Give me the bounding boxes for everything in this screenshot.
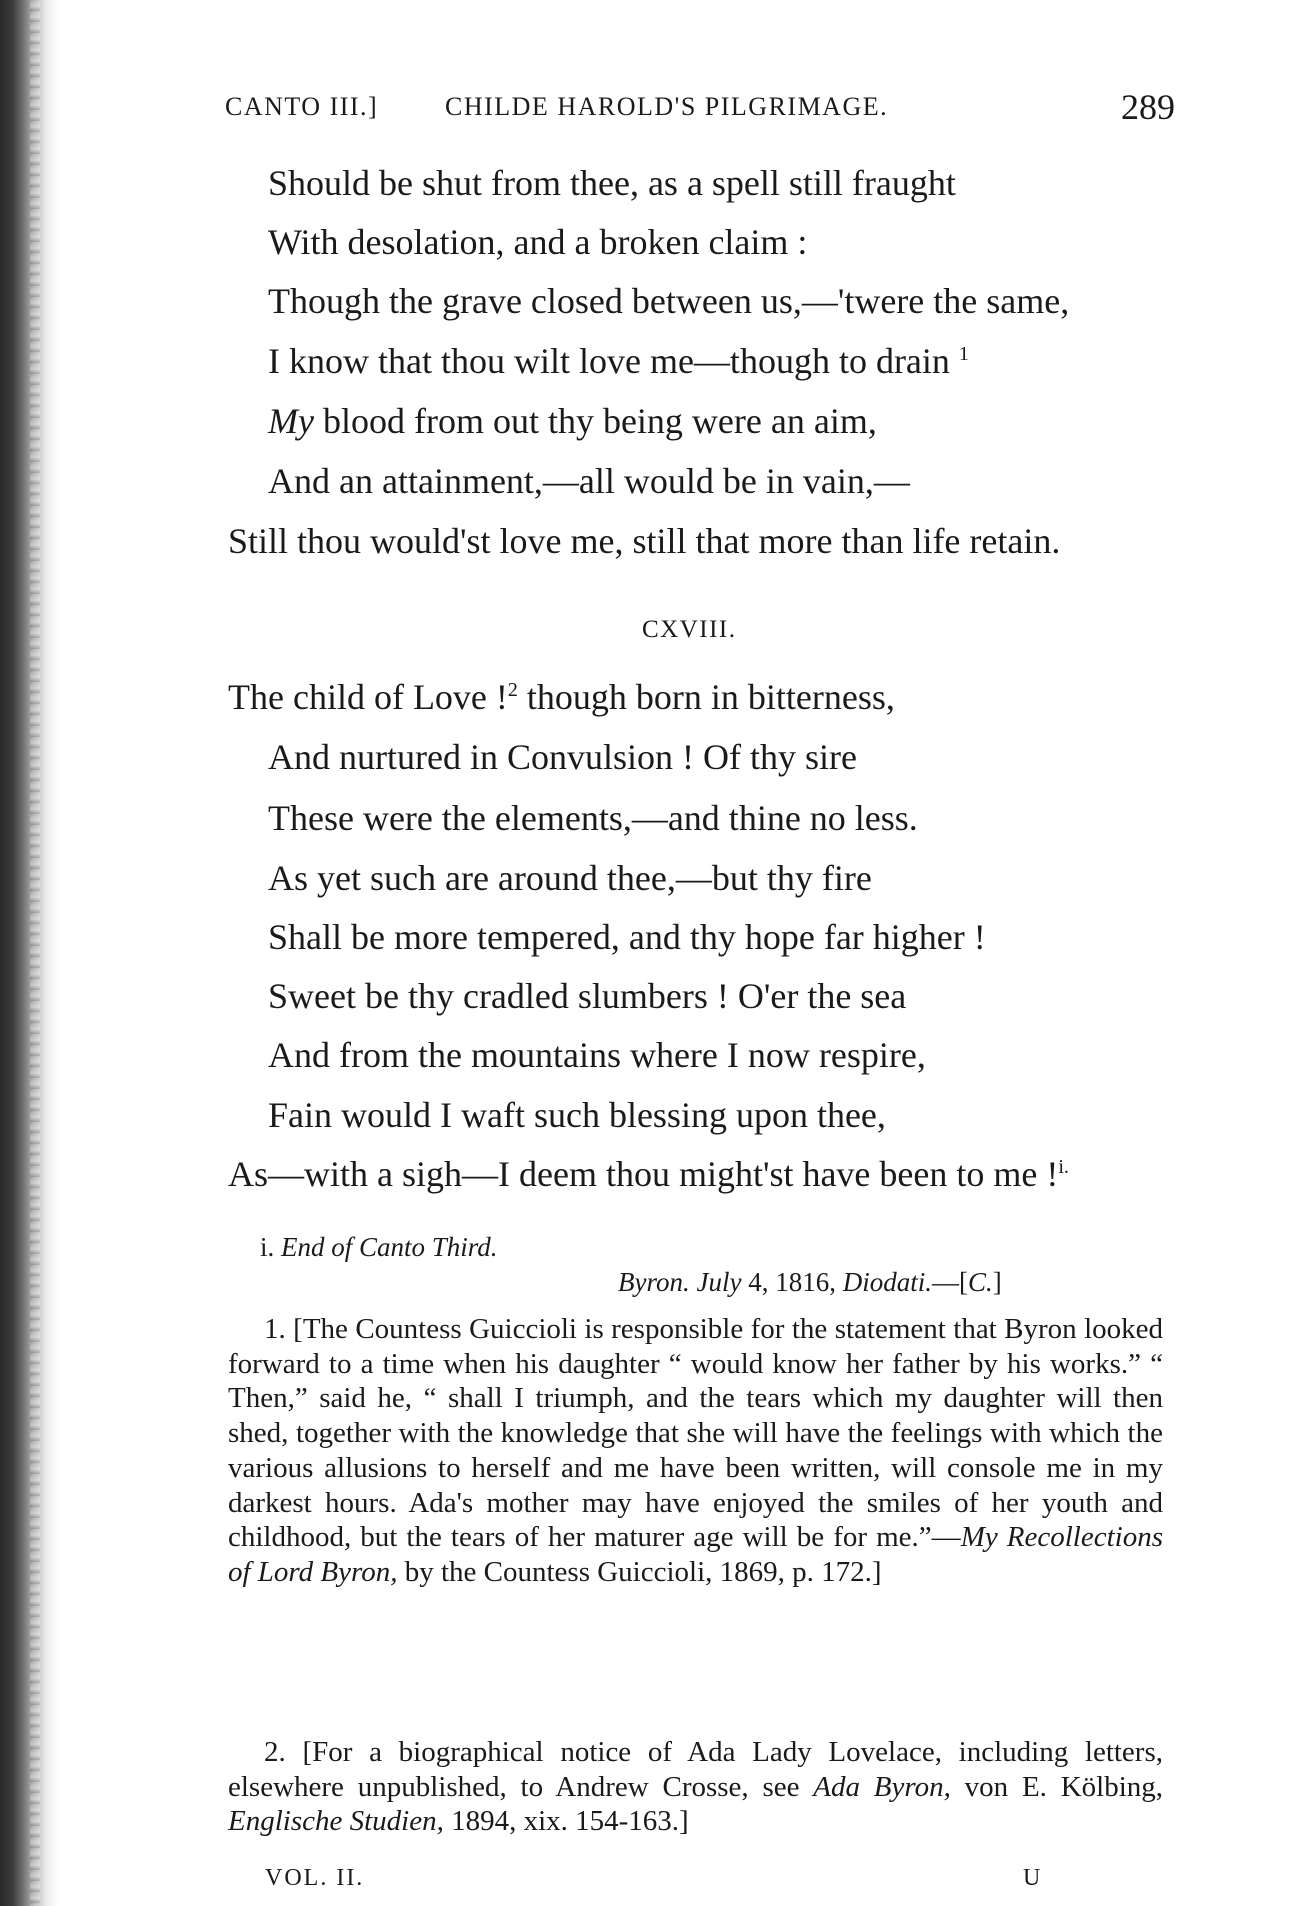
- verse-line: And from the mountains where I now respire,: [268, 1035, 926, 1075]
- stanza-numeral: CXVIII.: [642, 616, 737, 643]
- verse-line: The child of Love !$^2$ though born in bitterness,: [228, 677, 895, 717]
- verse-line: Shall be more tempered, and thy hope far higher !: [268, 917, 986, 957]
- signature-mark: U: [1023, 1865, 1041, 1891]
- verse-line: Sweet be thy cradled slumbers ! O'er the sea: [268, 976, 907, 1016]
- volume-label: VOL. II.: [265, 1865, 365, 1891]
- book-title: CHILDE HAROLD'S PILGRIMAGE.: [445, 92, 889, 121]
- note-ref: 1: [958, 343, 969, 365]
- verse-line: My blood from out thy being were an aim,: [268, 401, 877, 441]
- canto-label: CANTO III.]: [225, 92, 379, 121]
- note-ref: 2: [507, 679, 518, 701]
- footnote-2: 2. [For a biographical notice of Ada Lady Lovelace, including letters, elsewhere unpublished, to Andrew Crosse, see Ada Byron, von E. Kölbing, Englische Studien, 1894, xix. 154-163.]: [228, 1736, 1164, 1838]
- verse-line: Though the grave closed between us,—'twere the same,: [268, 281, 1070, 321]
- footnote-1: 1. [The Countess Guiccioli is responsible for the statement that Byron looked forward to a time when his daughter “ would know her father by his works.” “ Then,” said he, “ shall I triumph, and the tears which my daughter will then shed, together with the knowledge that she will have the feelings with which the various allusions to herself and me have been written, will console me in my darkest hours. Ada's mother may have enjoyed the smiles of her youth and childhood, but the tears of her maturer age will be for me.”—My Recollections of Lord Byron, by the Countess Guiccioli, 1869, p. 172.]: [228, 1313, 1164, 1588]
- binding-edge-texture: [30, 0, 40, 1906]
- page-number: 289: [1121, 87, 1175, 127]
- note-ref: i.: [1058, 1156, 1069, 1178]
- variant-note-signature: Byron. July 4, 1816, Diodati.—[C.]: [618, 1267, 1002, 1297]
- running-header: [225, 87, 1175, 132]
- verse-line: Still thou would'st love me, still that more than life retain.: [228, 521, 1061, 561]
- variant-note: i. End of Canto Third.: [260, 1232, 498, 1262]
- verse-line: I know that thou wilt love me—though to drain $^1$: [268, 341, 969, 381]
- verse-line: Should be shut from thee, as a spell still fraught: [268, 163, 956, 203]
- verse-line: Fain would I waft such blessing upon thee,: [268, 1095, 886, 1135]
- verse-line: As—with a sigh—I deem thou might'st have been to me !$^{i.}$: [228, 1154, 1069, 1194]
- verse-line: And nurtured in Convulsion ! Of thy sire: [268, 737, 857, 777]
- verse-line: And an attainment,—all would be in vain,—: [268, 461, 910, 501]
- verse-line: As yet such are around thee,—but thy fire: [268, 858, 872, 898]
- verse-line: These were the elements,—and thine no less.: [268, 798, 918, 838]
- verse-line: With desolation, and a broken claim :: [268, 222, 808, 262]
